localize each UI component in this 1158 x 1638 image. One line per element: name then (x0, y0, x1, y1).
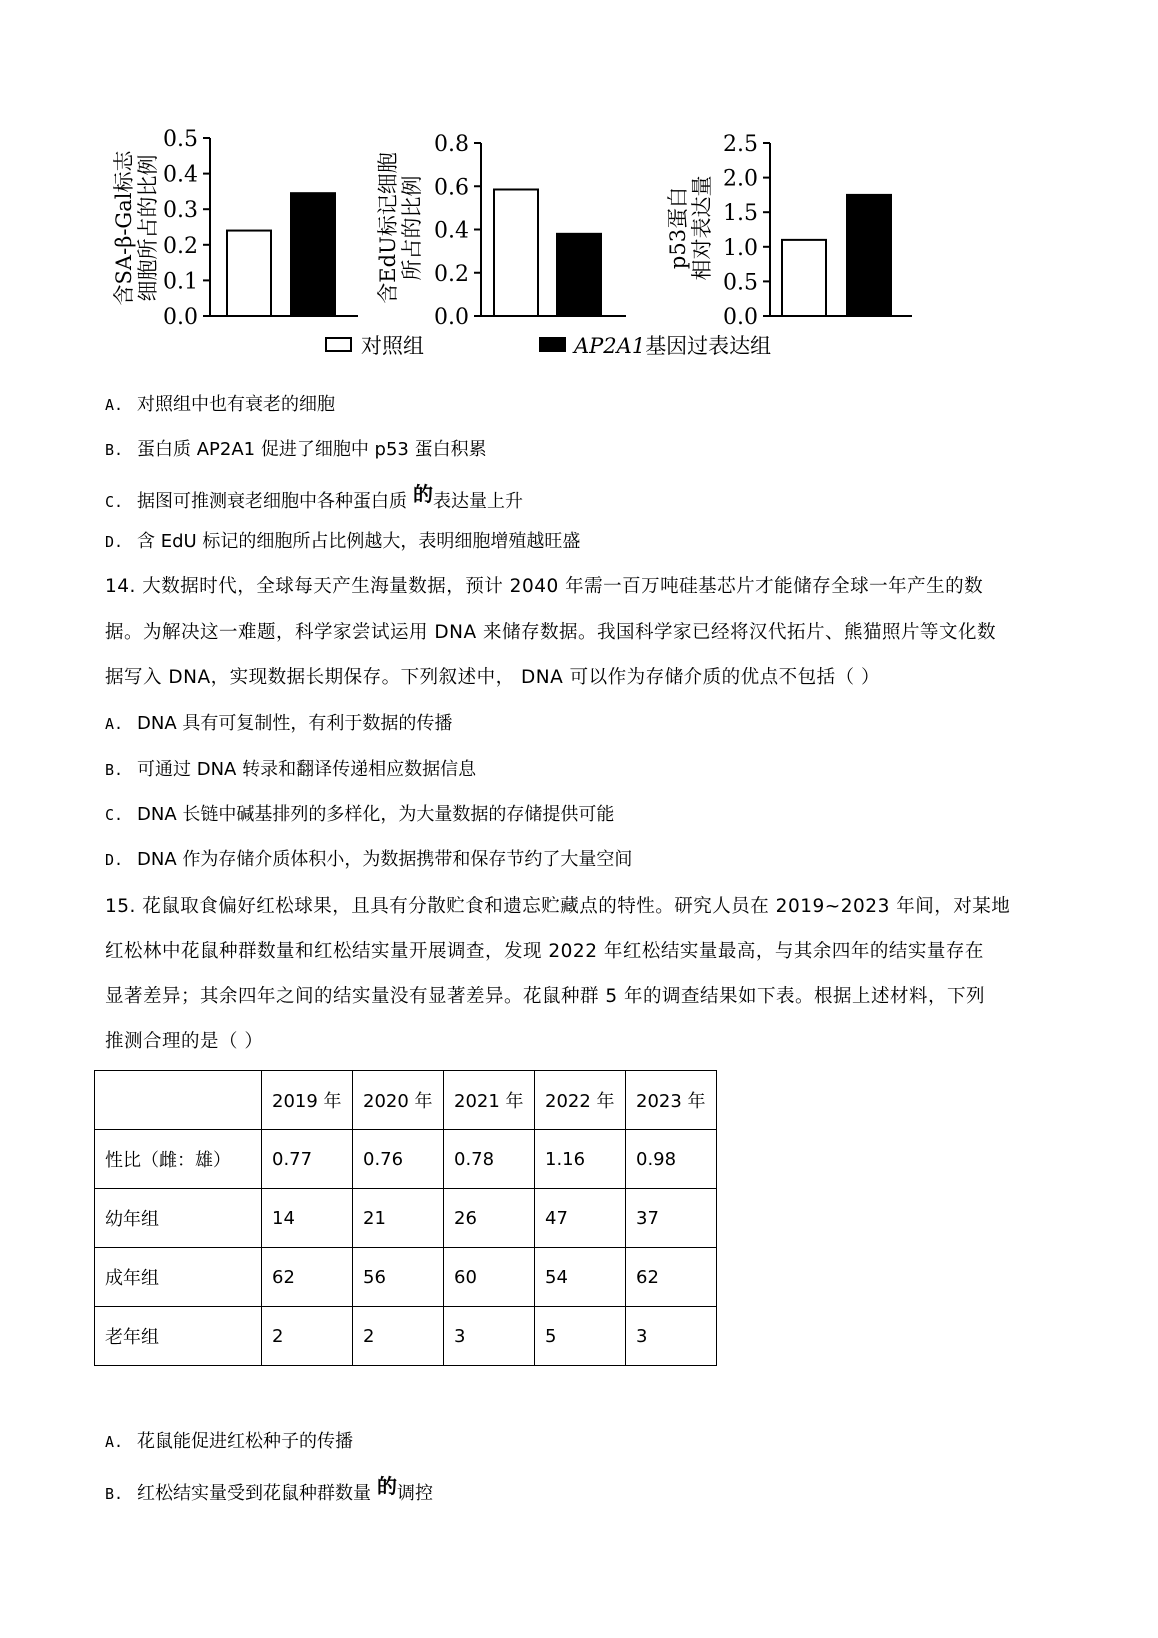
y-tick-label: 0.2 (163, 233, 198, 259)
y-tick-label: 0.0 (163, 305, 198, 330)
y-tick-label: 0.4 (434, 218, 469, 244)
table-cell: 幼年组 (95, 1189, 262, 1248)
option-label: C. (105, 806, 124, 824)
table-header-cell: 2020 年 (353, 1071, 444, 1130)
table-cell: 21 (353, 1189, 444, 1248)
option-raised-char: 的 (377, 1474, 397, 1498)
y-tick-label: 0.8 (434, 132, 469, 157)
y-tick-label: 0.5 (723, 270, 758, 296)
option-text: DNA 作为存储介质体积小，为数据携带和保存节约了大量空间 (137, 849, 633, 870)
option-text: 含 EdU 标记的细胞所占比例越大，表明细胞增殖越旺盛 (137, 531, 581, 552)
table-cell: 3 (626, 1307, 717, 1366)
table-row (95, 1248, 717, 1307)
legend-gene-rest: 基因过表达组 (645, 334, 772, 358)
q14-stem-line2: 据。为解决这一难题，科学家尝试运用 DNA 来储存数据。我国科学家已经将汉代拓片、熊猫照片等文化数 (105, 622, 997, 643)
q14-option-c (105, 800, 614, 826)
q14-option-a (105, 709, 452, 735)
option-label: C. (105, 493, 124, 511)
table-cell: 0.76 (353, 1130, 444, 1189)
table-header-cell (95, 1071, 262, 1130)
survey-table (94, 1070, 717, 1366)
table-cell: 14 (262, 1189, 353, 1248)
option-text: DNA 长链中碱基排列的多样化，为大量数据的存储提供可能 (137, 804, 615, 825)
option-label: B. (105, 441, 124, 459)
table-cell: 5 (535, 1307, 626, 1366)
table-cell: 0.78 (444, 1130, 535, 1189)
q13-option-d (105, 527, 580, 553)
table-header-cell: 2021 年 (444, 1071, 535, 1130)
option-label: A. (105, 396, 124, 414)
legend-label-overexpression (572, 334, 771, 358)
y-tick-label: 0.1 (163, 269, 198, 295)
option-label: D. (105, 533, 124, 551)
y-tick-label: 0.0 (434, 305, 469, 330)
y-tick-label: 2.0 (723, 166, 758, 192)
table-cell: 老年组 (95, 1307, 262, 1366)
q15-option-b (105, 1476, 433, 1505)
table-cell: 47 (535, 1189, 626, 1248)
q14-option-d (105, 845, 632, 871)
option-label: A. (105, 1433, 124, 1451)
table-cell: 60 (444, 1248, 535, 1307)
chart3-ylabel-line2: 相对表达量 (690, 175, 714, 281)
table-cell: 3 (444, 1307, 535, 1366)
y-tick-label: 1.5 (723, 201, 758, 227)
q15-option-a (105, 1427, 353, 1453)
option-text: 对照组中也有衰老的细胞 (137, 394, 335, 415)
option-text: 可通过 DNA 转录和翻译传递相应数据信息 (137, 759, 477, 780)
chart2-ylabel-line1: 含EdU标记细胞 (376, 152, 400, 304)
y-tick-label: 2.5 (723, 132, 758, 157)
chart1-ylabel-line2: 细胞所占的比例 (136, 154, 160, 302)
q14-stem-line1: 14. 大数据时代，全球每天产生海量数据，预计 2040 年需一百万吨硅基芯片才能储存全球一年产生的数 (105, 576, 984, 597)
table-header-cell: 2019 年 (262, 1071, 353, 1130)
bar-charts-figure (0, 0, 1158, 370)
table-row (95, 1307, 717, 1366)
q13-option-c (105, 484, 523, 513)
chart-edu (376, 132, 626, 330)
option-text: 花鼠能促进红松种子的传播 (137, 1431, 353, 1452)
table-cell: 37 (626, 1189, 717, 1248)
legend-label-control: 对照组 (361, 334, 424, 358)
chart1-bar-control (227, 231, 271, 316)
chart3-bar-control (782, 240, 826, 316)
option-text-tail: 表达量上升 (433, 491, 523, 512)
y-tick-label: 0.0 (723, 305, 758, 330)
option-label: B. (105, 761, 124, 779)
y-tick-label: 0.2 (434, 261, 469, 287)
option-text: 蛋白质 AP2A1 促进了细胞中 p53 蛋白积累 (137, 439, 487, 460)
q14-stem-line3: 据写入 DNA，实现数据长期保存。下列叙述中， DNA 可以作为存储介质的优点不包括（ ） (105, 667, 881, 688)
option-label: B. (105, 1485, 124, 1503)
y-tick-label: 0.5 (163, 127, 198, 152)
table-cell: 54 (535, 1248, 626, 1307)
chart1-bar-overexpression (291, 193, 335, 316)
y-tick-label: 0.3 (163, 198, 198, 224)
chart1-ylabel-line1: 含SA-β-Gal标志 (112, 150, 136, 306)
table-cell: 成年组 (95, 1248, 262, 1307)
table-cell: 2 (353, 1307, 444, 1366)
table-cell: 性比（雌：雄） (95, 1130, 262, 1189)
q15-stem-line1: 15. 花鼠取食偏好红松球果，且具有分散贮食和遗忘贮藏点的特性。研究人员在 2019~2023 年间，对某地 (105, 896, 1011, 917)
chart-p53 (666, 132, 912, 330)
option-label: D. (105, 851, 124, 869)
q14-option-b (105, 755, 476, 781)
table-cell: 26 (444, 1189, 535, 1248)
table-cell: 62 (262, 1248, 353, 1307)
table-cell: 0.77 (262, 1130, 353, 1189)
option-text-tail: 调控 (397, 1483, 433, 1504)
chart2-bar-control (494, 189, 538, 316)
table-cell: 1.16 (535, 1130, 626, 1189)
table-row (95, 1189, 717, 1248)
q15-stem-line2: 红松林中花鼠种群数量和红松结实量开展调查，发现 2022 年红松结实量最高，与其余四年的结实量存在 (105, 941, 984, 962)
q15-stem-line3: 显著差异；其余四年之间的结实量没有显著差异。花鼠种群 5 年的调查结果如下表。根据上述材料，下列 (105, 986, 986, 1007)
table-header-row (95, 1071, 717, 1130)
chart3-ylabel-line1: p53蛋白 (666, 186, 690, 270)
option-text: 红松结实量受到花鼠种群数量 (137, 1483, 371, 1504)
q15-stem-line4: 推测合理的是（ ） (105, 1031, 264, 1052)
table-header-cell: 2023 年 (626, 1071, 717, 1130)
table-header-cell: 2022 年 (535, 1071, 626, 1130)
table-cell: 2 (262, 1307, 353, 1366)
chart2-ylabel-line2: 所占的比例 (400, 175, 424, 281)
legend-swatch-control (326, 338, 351, 351)
legend-gene-name: AP2A1 (574, 334, 646, 358)
table-row (95, 1130, 717, 1189)
option-raised-char: 的 (413, 482, 433, 506)
chart3-bar-overexpression (847, 195, 891, 316)
table-cell: 62 (626, 1248, 717, 1307)
option-text: 据图可推测衰老细胞中各种蛋白质 (137, 491, 407, 512)
chart2-bar-overexpression (557, 234, 601, 316)
y-tick-label: 0.6 (434, 175, 469, 201)
y-tick-label: 1.0 (723, 235, 758, 261)
q13-option-b (105, 435, 487, 461)
q13-option-a (105, 390, 335, 416)
option-label: A. (105, 715, 124, 733)
legend-swatch-overexpression (540, 338, 565, 351)
chart-legend (326, 334, 771, 358)
y-tick-label: 0.4 (163, 162, 198, 188)
option-text: DNA 具有可复制性，有利于数据的传播 (137, 713, 453, 734)
table-cell: 56 (353, 1248, 444, 1307)
table-cell: 0.98 (626, 1130, 717, 1189)
chart-sa-beta-gal (112, 127, 358, 330)
